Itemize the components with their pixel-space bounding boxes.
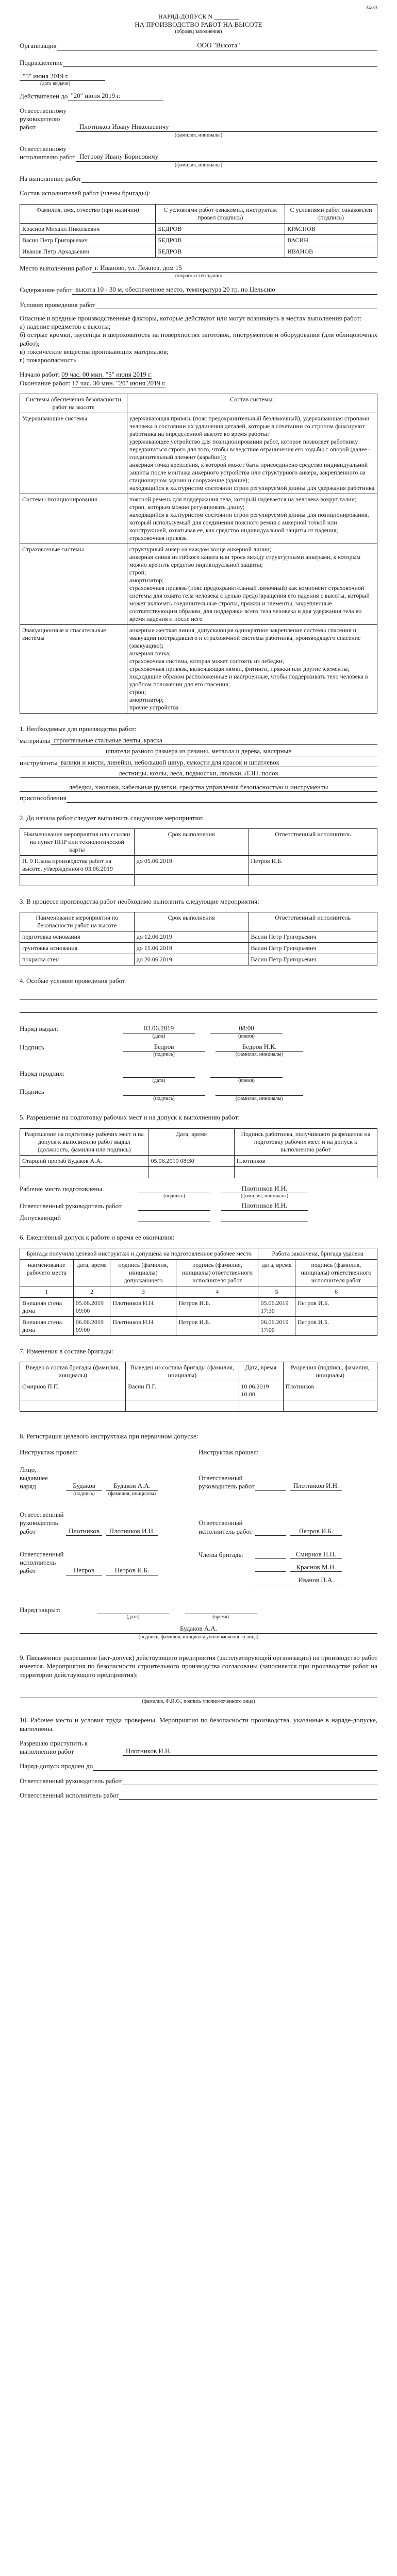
table-row: Иванов Петр Аркадьевич БЕДРОВ ИВАНОВ [20, 246, 377, 257]
s2-table: Наименование мероприятия или ссылки на пункт ППР или технологической карты Срок выполнения Ответственный исполнитель П. 9 Плана производства работ на высоте, утвержденного 03.06.2019 до 05.06.2019 Петров И.Б. [20, 828, 377, 886]
table-row [20, 1166, 377, 1178]
conditions-field: Условия проведения работ [20, 301, 377, 309]
section-4: 4. Особые условия проведения работ: [20, 977, 377, 1013]
section-8: 8. Регистрация целевого инструктажа при первичном допуске: Инструктаж провел: Инструктаж прошел: Лицо, выдавшее наряд Будаков Будаков А.А. Ответственный руководитель работ Плотников И.Н. (подпись) (фамилия, инициалы) Ответственный руководитель работ Плотников Плотников И.Н. Ответственный исполнитель работ Петров И.Б. Ответственный исполнитель работ Петров Петров И.Б. Члены бригады Смирнов П.П. Краснов М.Н. Иванов П.А. [20, 1432, 377, 1585]
doc-title: НАРЯД-ДОПУСК N ________ [158, 12, 239, 20]
s7-table: Введен в состав бригады (фамилия, инициалы) Выведен из состава бригады (фамилия, инициалы) Дата, время Разрешил (подпись, фамилия, инициалы) Смирнов П.П. Васин П.Г. 10.06.2019 10:00 Плотников [20, 1362, 377, 1412]
table-row [20, 874, 377, 886]
table-row: Старший прораб Будаков А.А. 05.06.2019 08:30 Плотников [20, 1155, 377, 1166]
instr-row: Ответственный руководитель работ Плотников Плотников И.Н. Ответственный исполнитель работ Петров И.Б. [20, 1511, 377, 1536]
paragraph-10: 10. Рабочее место и условия труда проверены. Мероприятия по безопасности производства, указанные в наряде-допуске, выполнены. [20, 1716, 377, 1733]
table-row: Смирнов П.П. Васин П.Г. 10.06.2019 10:00 Плотников [20, 1381, 377, 1400]
section-1: 1. Необходимые для производства работ: материалы строительные стальные ленты, краска шпатели разного размера из резины, металла и дерева, малярные инструменты валики и кисти, линейки, небольшой шнур, емкости для красок и шпатлевок лестницы, козлы, леса, подмостки, люльки, ЛЭП, полок лебедки, хиолоки, кабельные рулетки, средства управления безопасностью и инструменты приспособления [20, 725, 377, 803]
section-6: 6. Ежедневный допуск к работе и время ее окончания: Бригада получила целевой инструктаж и допущена на подготовленное рабочее место Работа закончена, бригада удалена наименование рабочего места дата, время подпись (фамилия, инициалы) допускающего подпись (фамилия, инициалы) ответственного исполнителя работ дата, время подпись (фамилия, инициалы) ответственного исполнителя работ 1 2 3 4 5 6 Внешняя стена дома 05.06.2019 09:00 Плотников И.Н. Петров И.Б. 05.06.2019 17:30 Петров И.Б. Внешняя стена дома 06.06.2019 09:00 Плотников И.Н. Петров И.Б. 06.06.2019 17:00 Петров И.Б. [20, 1233, 377, 1336]
content-field: Содержание работ высота 10 - 30 м, обеспеченное место, температура 20 гр. по Цельсию [20, 285, 377, 294]
table-row: Внешняя стена дома 06.06.2019 09:00 Плотников И.Н. Петров И.Б. 06.06.2019 17:00 Петров И.Б. [20, 1317, 377, 1336]
section-2: 2. До начала работ следует выполнить следующие мероприятия: Наименование мероприятия или ссылки на пункт ППР или технологической карты Срок выполнения Ответственный исполнитель П. 9 Плана производства работ на высоте, утвержденного 03.06.2019 до 05.06.2019 Петров И.Б. [20, 814, 377, 886]
section-5: 5. Разрешение на подготовку рабочих мест и на допуск к выполнению работ: Разрешение на подготовку рабочих мест и на допуск к выполнению работ выдал (должность, фамилия или подпись) Дата, время Подпись работника, получившего разрешение на подготовку рабочих мест и на допуск к выполнению работ Старший прораб Будаков А.А. 05.06.2019 08:30 Плотников [20, 1113, 377, 1178]
page-number: 34/33 [366, 5, 377, 11]
p10-admit: Наряд-допуск продлен до [20, 1762, 377, 1770]
resp-manager-field: Ответственному руководителю работ Плотников Ивану Николаевичу [20, 107, 377, 132]
table-row: покраска стен до 20.06.2019 Васин Петр Григорьевич [20, 954, 377, 965]
systems-table: Системы обеспечения безопасности работ на высоте Состав системы: Удерживающие системы удерживающая привязь (пояс предохранительный безлямочный), удерживающая стропами человека в состоянии их удлинения деталей, которые в сочетании со стропом фиксируют работника на определенной высоте во время работы; удерживающее устройство для позиционирования работ, которое позволяет работнику передвигаться строго для того, чтобы вследствие ограничения его ходьбы с опорой (далее - соединительный элемент (карабин)); анкерная точка крепления, к которой может быть присоединено средство индивидуальной защиты после монтажа анкерного устройства или структурного анкера, закрепленного на стационарном здании и сооружение (здание); находящийся в халтуристом состоянии строп регулируемой длины для удержания работника Системы позиционирования поясной ремень для поддержания тела, который надевается на человека вокруг талии; строп, которым можно регулировать длину; находящийся в халтуристом состоянии строп регулируемой длины для позиционирования, который используемый для соединения поясного ремня с анкерной точкой или конструкцией, охватывая ее, как средство индивидуальной защиты от падения; страховочная привязь Страховочные системы структурный анкер на каждом конце анкерной линии; анкерная линия из гибкого каната или троса между структурными анкерами, к которым можно крепить средство индивидуальной защиты; строп; амортизатор; страховочная привязь (пояс предохранительный лямочный) как компонент страховочной системы для охвата тела человека с целью предотвращения его падения с высоты, который может включать соединительные стропы, пряжки и элементы, закрепленные соответствующим образом, для поддержки всего тела человека и для удержания тела во время падения и после него Эвакуационные и спасательные системы анкерные жесткая линия, допускающая однократное закрепление системы спасения и эвакуации пострадавшего и страховочной системы работника, производящего спасение (эвакуацию); анкерная точка; страховочная система, которая может состоять из лебедки; страховочная привязь, включающая лямки, фитинги, пряжки или другие элементы, подходящие образом расположенные и настроенные, чтобы поддерживать тело человека в удобном положении для его спасения; строп; амортизатор; прочие устройства [20, 394, 377, 714]
org-value: ООО "Высота" [57, 41, 377, 50]
doc-subtitle: НА ПРОИЗВОДСТВО РАБОТ НА ВЫСОТЕ [135, 20, 262, 28]
team-table: Фамилия, имя, отчество (при наличии) С условиями работ ознакомил, инструктаж провел (подпись) С условиями работ ознакомлен (подпись) Краснов Михаил Николаевич БЕДРОВ КРАСНОВ Васин Петр Григорьевич БЕДРОВ ВАСИН Иванов Петр Аркадьевич БЕДРОВ ИВАНОВ [20, 204, 377, 258]
issued-block: Наряд выдал: 03.06.2019 08:00 (дата) (время) Подпись Бедров Бедров Н.К. (подпись) (фамилия, инициалы) [20, 1024, 377, 1058]
doc-note: (образец заполнения) [175, 28, 222, 35]
section-3: 3. В процессе производства работ необходимо выполнить следующие мероприятия: Наименование мероприятия по безопасности работ на высоте Срок выполнения Ответственный исполнитель подготовка основания до 12.06.2019 Васин Петр Григорьевич грунтовка основания до 15.06.2019 Васин Петр Григорьевич покраска стен до 20.06.2019 Васин Петр Григорьевич [20, 897, 377, 965]
s5-table: Разрешение на подготовку рабочих мест и на допуск к выполнению работ выдал (должность, фамилия или подпись) Дата, время Подпись работника, получившего разрешение на подготовку рабочих мест и на допуск к выполнению работ Старший прораб Будаков А.А. 05.06.2019 08:30 Плотников [20, 1128, 377, 1178]
table-row: Удерживающие системы удерживающая привязь (пояс предохранительный безлямочный), удерживающая стропами человека в состоянии их удлинения деталей, которые в сочетании со стропом фиксируют работника на определенной высоте во время работы; удерживающее устройство для позиционирования работ, которое позволяет работнику передвигаться строго для того, чтобы вследствие ограничения его ходьбы с опорой (далее - соединительный элемент (карабин)); анкерная точка крепления, к которой может быть присоединено средство индивидуальной защиты после монтажа анкерного устройства или структурного анкера, закрепленного на стационарном здании и сооружение (здание); находящийся в халтуристом состоянии строп регулируемой длины для удержания работника [20, 413, 377, 494]
org-field: Организация ООО "Высота" [20, 41, 377, 50]
hazards-text: Опасные и вредные производственные факторы, которые действуют или могут возникнуть в местах выполнения работ: а) падение предметов с высоты; б) острые кромки, заусенцы и шероховатость на поверхностях заготовок, инструментов и оборудования (для облицовочных работ); в) токсические вещества проникающих материалов; г) пожароопасность [20, 314, 377, 364]
p10-resp: Разрешаю приступить к выполнению работ Плотников И.Н. [20, 1739, 377, 1756]
s6-table: Бригада получила целевой инструктаж и допущена на подготовленное рабочее место Работа закончена, бригада удалена наименование рабочего места дата, время подпись (фамилия, инициалы) допускающего подпись (фамилия, инициалы) ответственного исполнителя работ дата, время подпись (фамилия, инициалы) ответственного исполнителя работ 1 2 3 4 5 6 Внешняя стена дома 05.06.2019 09:00 Плотников И.Н. Петров И.Б. 05.06.2019 17:30 Петров И.Б. Внешняя стена дома 06.06.2019 09:00 Плотников И.Н. Петров И.Б. 06.06.2019 17:00 Петров И.Б. [20, 1248, 377, 1336]
table-row: Страховочные системы структурный анкер на каждом конце анкерной линии; анкерная линия из гибкого каната или троса между структурными анкерами, к которым можно крепить средство индивидуальной защиты; строп; амортизатор; страховочная привязь (пояс предохранительный лямочный) как компонент страховочной системы для охвата тела человека с целью предотвращения его падения с высоты, который может включать соединительные стропы, пряжки и элементы, закрепленные соответствующим образом, для поддержки всего тела человека и для удержания тела во время падения и после него [20, 544, 377, 624]
extended-block: Наряд продлил: (дата) (время) Подпись (подпись) (фамилия, инициалы) [20, 1070, 377, 1103]
p10-row: Ответственный исполнитель работ [20, 1791, 377, 1800]
paragraph-9: 9. Письменное разрешение (акт-допуск) действующего предприятия (эксплуатирующей организации) на производство работ имеется. Мероприятия по безопасности строительного производства согласованы (заполняется при производстве работ на территории действующего предприятия): [20, 1654, 377, 1679]
section-7: 7. Изменения в составе бригады: Введен в состав бригады (фамилия, инициалы) Выведен из состава бригады (фамилия, инициалы) Дата, время Разрешил (подпись, фамилия, инициалы) Смирнов П.П. Васин П.Г. 10.06.2019 10:00 Плотников [20, 1347, 377, 1412]
table-row: грунтовка основания до 15.06.2019 Васин Петр Григорьевич [20, 943, 377, 954]
table-row: Эвакуационные и спасательные системы анкерные жесткая линия, допускающая однократное закрепление системы спасения и эвакуации пострадавшего и страховочной системы работника, производящего спасение (эвакуацию); анкерная точка; страховочная система, которая может состоять из лебедки; страховочная привязь, включающая лямки, фитинги, пряжки или другие элементы, подходящие образом расположенные и настроенные, чтобы поддерживать тело человека в удобном положении для его спасения; строп; амортизатор; прочие устройства [20, 624, 377, 713]
table-row [20, 1400, 377, 1412]
work-field: На выполнение работ [20, 175, 377, 183]
start-time: Начало работ: 09 час. 00 мин. "5" июня 2019 г. [20, 370, 152, 379]
p10-row: Ответственный руководитель работ [20, 1777, 377, 1785]
closed-block: Наряд закрыт: (дата) (время) Будаков А.А. (подпись, фамилия, инициалы уполномоченного лица) [20, 1606, 377, 1641]
s3-table: Наименование мероприятия по безопасности работ на высоте Срок выполнения Ответственный исполнитель подготовка основания до 12.06.2019 Васин Петр Григорьевич грунтовка основания до 15.06.2019 Васин Петр Григорьевич покраска стен до 20.06.2019 Васин Петр Григорьевич [20, 912, 377, 965]
table-row: подготовка основания до 12.06.2019 Васин Петр Григорьевич [20, 931, 377, 943]
end-time: Окончание работ: 17 час. 30 мин. "20" июня 2019 г. [20, 379, 166, 387]
table-row: Краснов Михаил Николаевич БЕДРОВ КРАСНОВ [20, 223, 377, 234]
table-row: Системы позиционирования поясной ремень для поддержания тела, который надевается на человека вокруг талии; строп, которым можно регулировать длину; находящийся в халтуристом состоянии строп регулируемой длины для позиционирования, который используемый для соединения поясного ремня с анкерной точкой или конструкцией, охватывая ее, как средство индивидуальной защиты от падения; страховочная привязь [20, 494, 377, 544]
ready-block: Рабочие места подготовлены. Плотников И.Н. (подпись) (фамилия, инициалы) Ответственный руководитель работ Плотников И.Н. Допускающий [20, 1184, 377, 1222]
table-row: П. 9 Плана производства работ на высоте, утвержденного 03.06.2019 до 05.06.2019 Петров И.Б. [20, 855, 377, 874]
instr-row: Лицо, выдавшее наряд Будаков Будаков А.А. Ответственный руководитель работ Плотников И.Н. [20, 1466, 377, 1491]
resp-executor-field: Ответственному исполнителю работ Петрову Ивану Борисовичу [20, 145, 377, 162]
document-page: 34/33 НАРЯД-ДОПУСК N ________ НА ПРОИЗВОДСТВО РАБОТ НА ВЫСОТЕ (образец заполнения) Организация ООО "Высота" Подразделение "5" июня 2019 г. (дата выдачи) Действителен до "20" июня 2019 г. Ответственному руководителю работ Плотников Ивану Николаевичу (фамилия, инициалы) Ответственному исполнителю работ Петрову Ивану Борисовичу (фамилия, инициалы) На выполнение работ Состав исполнителей работ (члены бригады): Фамилия, имя, отчество (при наличии) С условиями работ ознакомил, инструктаж провел (подпись) С условиями работ ознакомлен (подпись) Краснов Михаил Николаевич БЕДРОВ КРАСНОВ Васин Петр Григорьевич БЕДРОВ ВАСИН Иванов Петр Аркадьевич БЕДРОВ ИВАНОВ Место выполнения работ г. Иваново, ул. Лежнев, дом 15 покраска стен здания Содержание работ высота 10 - 30 м, обеспеченное место, температура 20 гр. по Цельсию Условия проведения работ Опасные и вредные производственные факторы, которые действуют или могут возникнуть в местах выполнения работ: а) падение предметов с высоты; б) острые кромки, заусенцы и шероховатость на поверхностях заготовок, инструментов и оборудования (для облицовочных работ); в) токсические вещества проникающих материалов; г) пожароопасность Начало работ: 09 час. 00 мин. "5" июня 2019 г. Окончание работ: 17 час. 30 мин. "20" июня 2019 г. Системы обеспечения безопасности работ на высоте Состав системы: Удерживающие системы удерживающая привязь (пояс предохранительный безлямочный), удерживающая стропами человека в состоянии их удлинения деталей, которые в сочетании со стропом фиксируют работника на определенной высоте во время работы; удерживающее устройство для позиционирования работ, которое позволяет работнику передвигаться строго для того, чтобы вследствие ограничения его ходьбы с опорой (далее - соединительный элемент (карабин)); анкерная точка крепления, к которой может быть присоединено средство индивидуальной защиты после монтажа анкерного устройства или структурного анкера, закрепленного на стационарном здании и сооружение (здание); находящийся в халтуристом состоянии строп регулируемой длины для удержания работника Системы позиционирования поясной ремень для поддержания тела, который надевается на человека вокруг талии; строп, которым можно регулировать длину; находящийся в халтуристом состоянии строп регулируемой длины для позиционирования, который используемый для соединения поясного ремня с анкерной точкой или конструкцией, охватывая ее, как средство индивидуальной защиты от падения; страховочная привязь Страховочные системы структурный анкер на каждом конце анкерной линии; анкерная линия из гибкого каната или троса между структурными анкерами, к которым можно крепить средство индивидуальной защиты; строп; амортизатор; страховочная привязь (пояс предохранительный лямочный) как компонент страховочной системы для охвата тела человека с целью предотвращения его падения с высоты, который может включать соединительные стропы, пряжки и элементы, закрепленные соответствующим образом, для поддержки всего тела человека и для удержания тела во время падения и после него Эвакуационные и спасательные системы анкерные жесткая линия, допускающая однократное закрепление системы спасения и эвакуации пострадавшего и страховочной системы работника, производящего спасение (эвакуацию); анкерная точка; страховочная система, которая может состоять из лебедки; страховочная привязь, включающая лямки, фитинги, пряжки или другие элементы, подходящие образом расположенные и настроенные, чтобы поддерживать тело человека в удобном положении для его спасения; строп; амортизатор; прочие устройства 1. Необходимые для производства работ: материалы строительные стальные ленты, краска шпатели разного размера из резины, металла и дерева, малярные инструменты валики и кисти, линейки, небольшой шнур, емкости для красок и шпатлевок лестницы, козлы, леса, подмостки, люльки, ЛЭП, полок лебедки, хиолоки, кабельные рулетки, средства управления безопасностью и инструменты приспособления 2. До начала работ следует выполнить следующие мероприятия: Наименование мероприятия или ссылки на пункт ППР или технологической карты Срок выполнения Ответственный исполнитель П. 9 Плана производства работ на высоте, утвержденного 03.06.2019 до 05.06.2019 Петров И.Б. 3. В процессе производства работ необходимо выполнить следующие мероприятия: Наименование мероприятия по безопасности работ на высоте Срок выполнения Ответственный исполнитель подготовка основания до 12.06.2019 Васин Петр Григорьевич грунтовка основания до 15.06.2019 Васин Петр Григорьевич покраска стен до 20.06.2019 Васин Петр Григорьевич 4. Особые условия проведения работ: Наряд выдал: 03.06.2019 08:00 (дата) (время) Подпись Бедров Бедров Н.К. (подпись) (фамилия, инициалы) Наряд продлил: (дата) (время) Подпись (подпись) (фамилия, инициалы) 5. Разрешение на подготовку рабочих мест и на допуск к выполнению работ: Разрешение на подготовку рабочих мест и на допуск к выполнению работ выдал (должность, фамилия или подпись) Дата, время Подпись работника, получившего разрешение на подготовку рабочих мест и на допуск к выполнению работ Старший прораб Будаков А.А. 05.06.2019 08:30 Плотников Рабочие места подготовлены. Плотников И.Н. (подпись) (фамилия, инициалы) Ответственный руководитель работ Плотников И.Н. Допускающий 6. Ежедневный допуск к работе и время ее окончания: Бригада получила целевой инструктаж и допущена на подготовленное рабочее место Работа закончена, бригада удалена наименование рабочего места дата, время подпись (фамилия, инициалы) допускающего подпись (фамилия, инициалы) ответственного исполнителя работ дата, время подпись (фамилия, инициалы) ответственного исполнителя работ 1 2 3 4 5 6 Внешняя стена дома 05.06.2019 09:00 Плотников И.Н. Петров И.Б. 05.06.2019 17:30 Петров И.Б. Внешняя стена дома 06.06.2019 09:00 Плотников И.Н. Петров И.Б. 06.06.2019 17:00 Петров И.Б. 7. Изменения в составе бригады: Введен в состав бригады (фамилия, инициалы) Выведен из состава бригады (фамилия, инициалы) Дата, время Разрешил (подпись, фамилия, инициалы) Смирнов П.П. Васин П.Г. 10.06.2019 10:00 Плотников 8. Регистрация целевого инструктажа при первичном допуске: Инструктаж провел: Инструктаж прошел: Лицо, выдавшее наряд Будаков Будаков А.А. Ответственный руководитель работ Плотников И.Н. (подпись) (фамилия, инициалы) Ответственный руководитель работ Плотников Плотников И.Н. Ответственный исполнитель работ Петров И.Б. Ответственный исполнитель работ Петров Петров И.Б. Члены бригады Смирнов П.П. Краснов М.Н. Иванов П.А. Наряд закрыт: (дата) (время) Будаков А.А. (подпись, фамилия, инициалы уполномоченного лица) 9. Письменное разрешение (акт-допуск) действующего предприятия (эксплуатирующей организации) на производство работ имеется. Мероприятия по безопасности строительного производства согласованы (заполняется при производстве работ на территории действующего предприятия): (фамилия, Ф.И.О., подпись уполномоченного лица) 10. Рабочее место и условия труда проверены. Мероприятия по безопасности производства, указанные в наряде-допуске, выполнены. Разрешаю приступить к выполнению работ Плотников И.Н. Наряд-допуск продлен до Ответственный руководитель работ Ответственный исполнитель работ [20, 5, 377, 1799]
instr-row: Ответственный исполнитель работ Петров Петров И.Б. Члены бригады Смирнов П.П. Краснов М.Н. Иванов П.А. [20, 1550, 377, 1585]
table-row: Внешняя стена дома 05.06.2019 09:00 Плотников И.Н. Петров И.Б. 05.06.2019 17:30 Петров И.Б. [20, 1298, 377, 1317]
table-row: Васин Петр Григорьевич БЕДРОВ ВАСИН [20, 234, 377, 246]
team-heading: Состав исполнителей работ (члены бригады): [20, 189, 151, 197]
valid-field: Действителен до "20" июня 2019 г. [20, 92, 377, 100]
dept-field: Подразделение [20, 59, 377, 67]
issue-date-field: "5" июня 2019 г. [20, 72, 377, 81]
place-field: Место выполнения работ г. Иваново, ул. Лежнев, дом 15 [20, 264, 377, 273]
